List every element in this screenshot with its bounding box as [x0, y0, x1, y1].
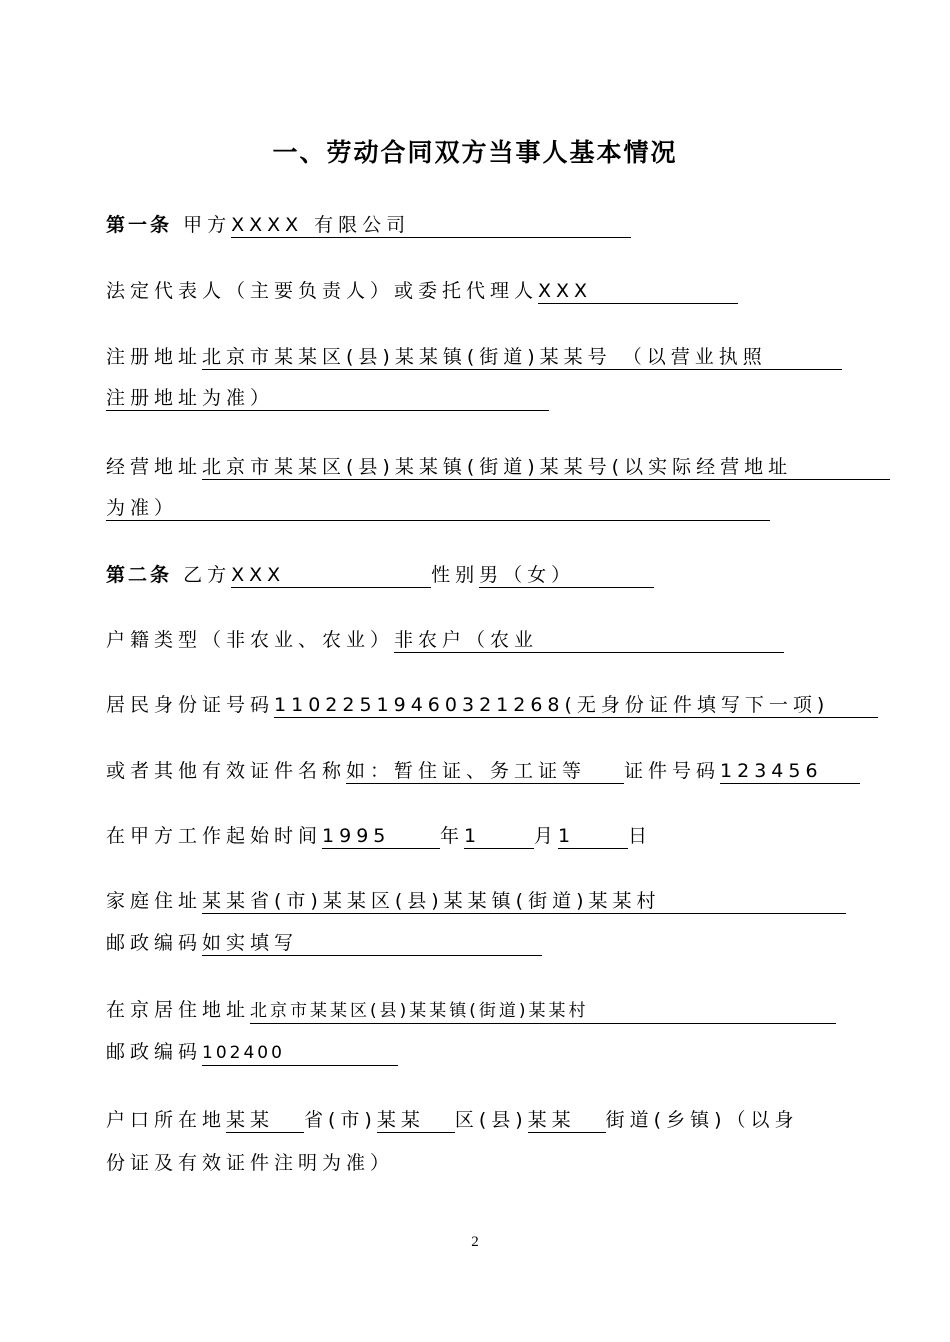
page-number: 2	[471, 1234, 479, 1250]
registered-address-row-2	[106, 383, 549, 413]
start-day-value[interactable]: 1	[558, 824, 628, 849]
beijing-address-label: 在京居住地址	[106, 999, 251, 1021]
home-postcode-row	[106, 928, 542, 958]
party-a-row	[106, 210, 631, 240]
gender-label: 性别	[431, 564, 480, 586]
party-b-value[interactable]: XXX	[231, 563, 431, 588]
home-postcode-label: 邮政编码	[106, 932, 203, 954]
business-address-label: 经营地址	[106, 456, 203, 478]
other-id-number-value[interactable]: 123456	[720, 759, 860, 784]
province-unit: 省(市)	[304, 1109, 377, 1131]
start-date-row	[106, 821, 652, 851]
start-month-value[interactable]: 1	[464, 824, 534, 849]
beijing-address-value[interactable]: 北京市某某区(县)某某镇(街道)某某村	[250, 999, 836, 1024]
other-id-number-label: 证件号码	[624, 760, 721, 782]
party-a-value[interactable]: XXXX 有限公司	[231, 213, 631, 238]
other-id-row	[106, 756, 860, 786]
home-address-row	[106, 886, 846, 916]
beijing-postcode-row	[106, 1037, 398, 1067]
other-id-value[interactable]: 如：暂住证、务工证等	[346, 759, 624, 784]
hukou-type-label: 户籍类型（非农业、农业）	[106, 629, 395, 651]
hukou-location-row	[106, 1105, 799, 1135]
registered-address-label: 注册地址	[106, 346, 203, 368]
registered-address-row-1	[106, 342, 842, 372]
representative-row	[106, 276, 738, 306]
other-id-label: 或者其他有效证件名称	[106, 760, 347, 782]
start-date-label: 在甲方工作起始时间	[106, 825, 323, 847]
party-b-row	[106, 560, 654, 590]
hukou-location-label: 户口所在地	[106, 1109, 227, 1131]
representative-value[interactable]: XXX	[538, 279, 738, 304]
id-number-label: 居民身份证号码	[106, 694, 275, 716]
beijing-postcode-label: 邮政编码	[106, 1041, 203, 1063]
id-number-row	[106, 690, 878, 720]
gender-value[interactable]: 男（女）	[479, 563, 654, 588]
home-address-label: 家庭住址	[106, 890, 203, 912]
hukou-location-note: 份证及有效证件注明为准）	[106, 1152, 395, 1174]
hukou-location-note-row	[106, 1148, 394, 1178]
representative-label: 法定代表人（主要负责人）或委托代理人	[106, 280, 539, 302]
start-year-value[interactable]: 1995	[322, 824, 440, 849]
hukou-province-value[interactable]: 某某	[226, 1108, 304, 1133]
hukou-street-value[interactable]: 某某	[528, 1108, 606, 1133]
business-address-value-1[interactable]: 北京市某某区(县)某某镇(街道)某某号(以实际经营地址	[202, 455, 890, 480]
article2-label: 第二条	[106, 564, 173, 586]
beijing-postcode-value[interactable]: 102400	[202, 1041, 398, 1066]
beijing-address-row	[106, 995, 836, 1025]
party-a-label: 甲方	[183, 214, 232, 236]
id-number-value[interactable]: 110225194603212​68(无身份证件填写下一项)	[274, 693, 878, 718]
district-unit: 区(县)	[454, 1109, 528, 1131]
business-address-value-2[interactable]: 为准）	[106, 496, 770, 521]
registered-address-value-2[interactable]: 注册地址为准）	[106, 386, 549, 411]
hukou-district-value[interactable]: 某某	[377, 1108, 455, 1133]
business-address-row-2	[106, 493, 770, 523]
hukou-type-value[interactable]: 非农户（农业	[394, 628, 784, 653]
party-b-label: 乙方	[183, 564, 232, 586]
day-unit: 日	[628, 825, 653, 847]
year-unit: 年	[440, 825, 465, 847]
street-unit: 街道(乡镇)（以身	[605, 1109, 799, 1131]
hukou-type-row	[106, 625, 784, 655]
article1-label: 第一条	[106, 214, 173, 236]
home-postcode-value[interactable]: 如实填写	[202, 931, 542, 956]
business-address-row-1	[106, 452, 890, 482]
registered-address-value-1[interactable]: 北京市某某区(县)某某镇(街道)某某号 （以营业执照	[202, 345, 842, 370]
home-address-value[interactable]: 某某省(市)某某区(县)某某镇(街道)某某村	[202, 889, 846, 914]
month-unit: 月	[534, 825, 559, 847]
section-title: 一、劳动合同双方当事人基本情况	[272, 138, 678, 167]
